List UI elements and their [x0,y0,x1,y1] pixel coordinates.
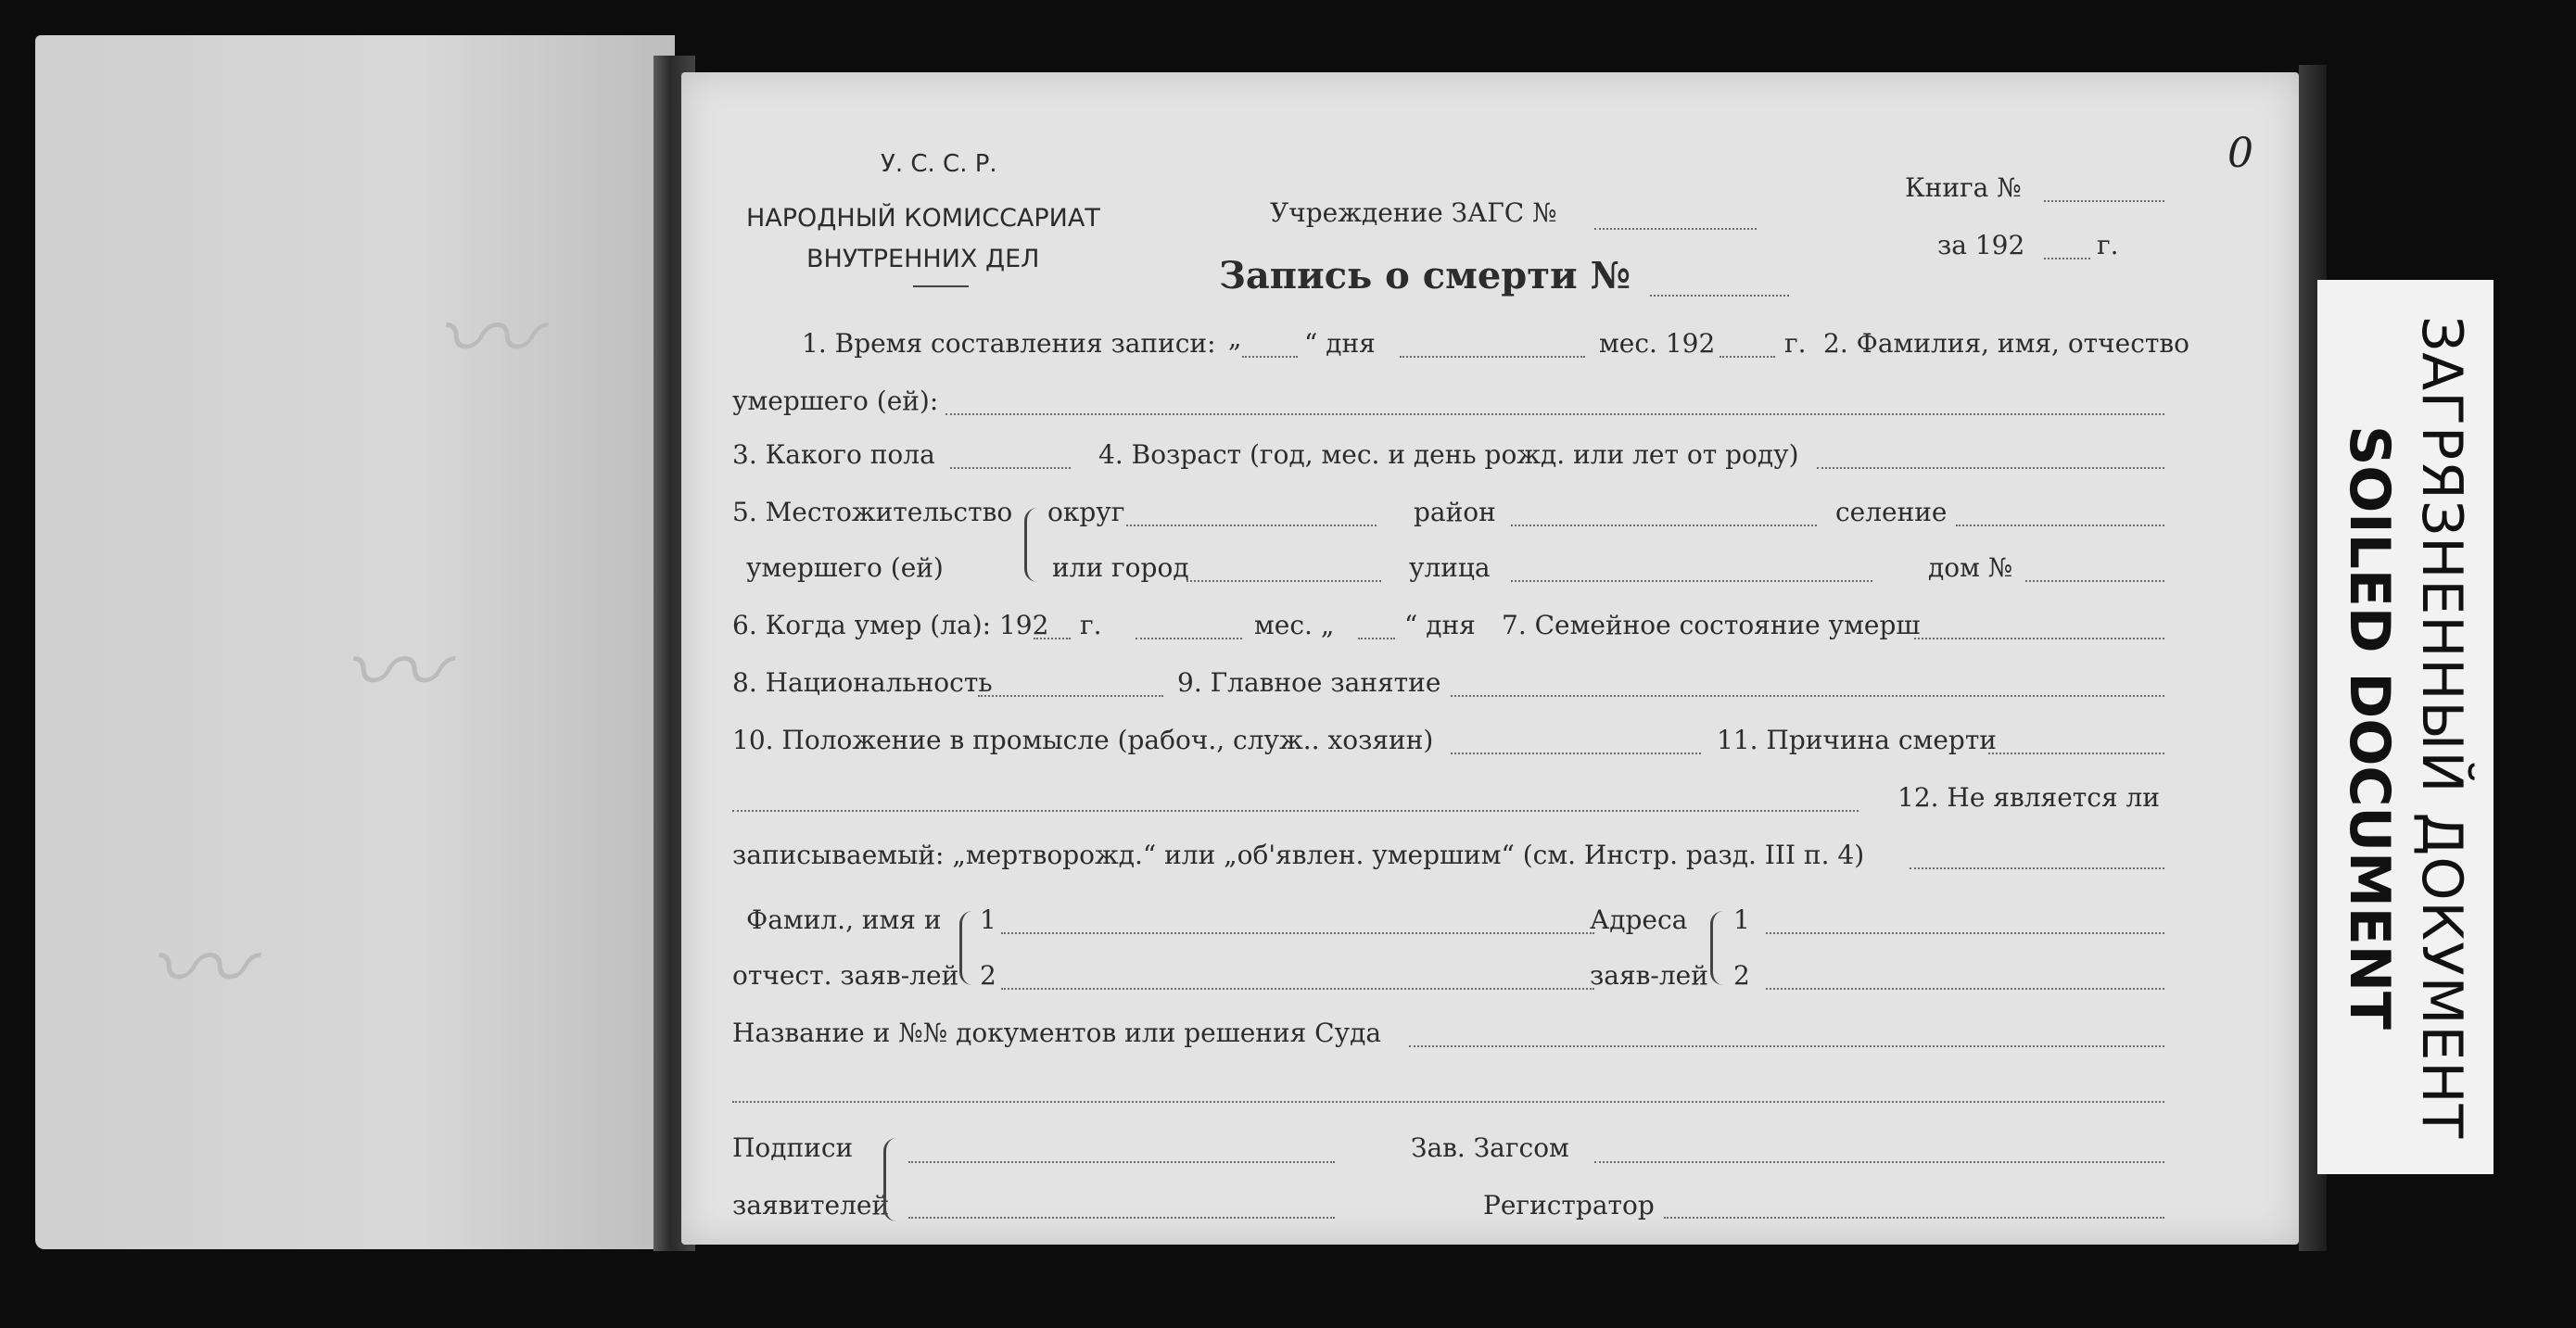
year-suffix: г. [2097,230,2119,260]
institution-field[interactable] [1594,228,1757,230]
head-label: Зав. Загсом [1411,1132,1569,1163]
documents-field-continued[interactable] [732,1101,2164,1103]
address-1-field[interactable] [1766,932,2164,934]
f4-age-field[interactable] [1817,467,2164,469]
applicant-1-number: 1 [980,904,996,935]
soiled-label-ru: ЗАГРЯЗНЕННЫЙ ДОКУМЕНТ [2409,315,2474,1139]
f5-residence-label: 5. Местожительство [732,497,1013,527]
f12-stillborn-label: записываемый: „мертворожд.“ или „об'явлен. умершим“ (см. Инстр. разд. III п. 4) [732,840,1865,870]
f5-house-label: дом № [1928,552,2013,583]
f1-time-label: 1. Время составления записи: [802,328,1216,359]
f10-position-field[interactable] [1451,753,1701,754]
book-label: Книга № [1905,172,2022,203]
f6-day-field[interactable] [1358,638,1395,639]
f5-selenie-field[interactable] [1956,525,2164,526]
signature-2-field[interactable] [908,1217,1335,1219]
f11-cause-field-continued[interactable] [732,810,1859,812]
f5-raion-field[interactable] [1511,525,1817,526]
record-number-field[interactable] [1650,295,1789,297]
soiled-label-text [2333,315,2478,1138]
signature-1-field[interactable] [908,1161,1335,1163]
documents-field[interactable] [1409,1045,2164,1047]
residence-brace [1024,508,1040,582]
f1-day-label: “ дня [1304,328,1376,359]
address-2-field[interactable] [1766,988,2164,990]
soiled-label-en: SOILED DOCUMENT [2337,424,2402,1030]
bleed-through-handwriting: 〰 [434,280,536,398]
f6-month-label: мес. „ [1254,610,1335,640]
f6-year-field[interactable] [1034,638,1071,639]
f1-day-field[interactable] [1242,356,1298,358]
f3-sex-field[interactable] [950,467,1071,469]
f7-family-field[interactable] [1914,638,2164,639]
republic-heading: У. С. С. Р. [881,150,997,178]
f1-month-field[interactable] [1400,356,1585,358]
f8-nationality-field[interactable] [978,695,1163,697]
f5-city-field[interactable] [1186,580,1381,582]
f5-street-field[interactable] [1511,580,1872,582]
applicants-name-label1: Фамил., имя и [746,904,942,935]
registrar-signature-field[interactable] [1664,1217,2164,1219]
signatures-brace [883,1138,899,1221]
f1-year-suffix: г. [1784,328,1807,359]
year-field[interactable] [2044,258,2090,259]
f5-deceased-label: умершего (ей) [746,552,944,583]
f12-field[interactable] [1910,867,2164,869]
applicants-brace [959,911,975,985]
commissariat-line1: НАРОДНЫЙ КОМИССАРИАТ [746,204,1100,233]
applicant-2-number: 2 [980,960,996,991]
documents-label: Название и №№ документов или решения Суда [732,1018,1382,1048]
death-record-form-page [681,72,2299,1245]
signatures-label2: заявителей [732,1190,890,1220]
f8-nationality-label: 8. Национальность [732,667,993,698]
applicant-1-name-field[interactable] [1001,932,1594,934]
signatures-label1: Подписи [732,1132,854,1163]
f1-quote-open: „ [1228,323,1242,353]
f5-selenie-label: селение [1835,497,1948,527]
f6-day-label: “ дня [1404,610,1476,640]
f5-okrug-label: округ [1047,497,1125,527]
f5-city-label: или город [1052,552,1189,583]
f4-age-label: 4. Возраст (год, мес. и день рожд. или лет от роду) [1098,439,1799,470]
soiled-document-label [2317,280,2494,1174]
registrar-label: Регистратор [1483,1190,1655,1220]
f9-occupation-field[interactable] [1451,695,2164,697]
address-brace [1710,911,1726,985]
heading-underline [913,285,969,287]
f6-when-label: 6. Когда умер (ла): 192 [732,610,1049,640]
address-2-number: 2 [1733,960,1750,991]
address-label1: Адреса [1590,904,1688,935]
form-title: Запись о смерти № [1219,254,1631,297]
f11-cause-field[interactable] [1988,753,2164,754]
f1-year-field[interactable] [1719,356,1775,358]
f6-year-suffix: г. [1080,610,1102,640]
f9-occupation-label: 9. Главное занятие [1177,667,1441,698]
f5-house-field[interactable] [2025,580,2164,582]
f1-month-label: мес. 192 [1599,328,1716,359]
f3-sex-label: 3. Какого пола [732,439,935,470]
f11-cause-label: 11. Причина смерти [1717,725,1997,755]
applicants-name-label2: отчест. заяв-лей [732,960,959,991]
address-1-number: 1 [1733,904,1750,935]
f10-position-label: 10. Положение в промысле (рабоч., служ.. хозяин) [732,725,1434,755]
bleed-through-handwriting: 〰 [341,613,443,732]
f5-raion-label: район [1414,497,1496,527]
institution-label: Учреждение ЗАГС № [1270,197,1557,228]
commissariat-line2: ВНУТРЕННИХ ДЕЛ [806,245,1040,273]
head-signature-field[interactable] [1594,1161,2164,1163]
f6-month-field[interactable] [1136,638,1242,639]
f5-street-label: улица [1409,552,1491,583]
f12-not-label: 12. Не является ли [1897,782,2160,813]
left-page [35,35,675,1249]
corner-handwritten-mark: 0 [2227,130,2253,177]
address-label2: заяв-лей [1590,960,1708,991]
f2-name-label: 2. Фамилия, имя, отчество [1823,328,2190,359]
f2-name-field[interactable] [945,413,2164,415]
f2-deceased-label: умершего (ей): [732,386,939,416]
applicant-2-name-field[interactable] [1001,988,1594,990]
f5-okrug-field[interactable] [1126,525,1377,526]
book-field[interactable] [2044,200,2164,202]
bleed-through-handwriting: 〰 [146,910,248,1029]
year-label: за 192 [1937,230,2025,260]
f7-family-label: 7. Семейное состояние умерш [1502,610,1921,640]
